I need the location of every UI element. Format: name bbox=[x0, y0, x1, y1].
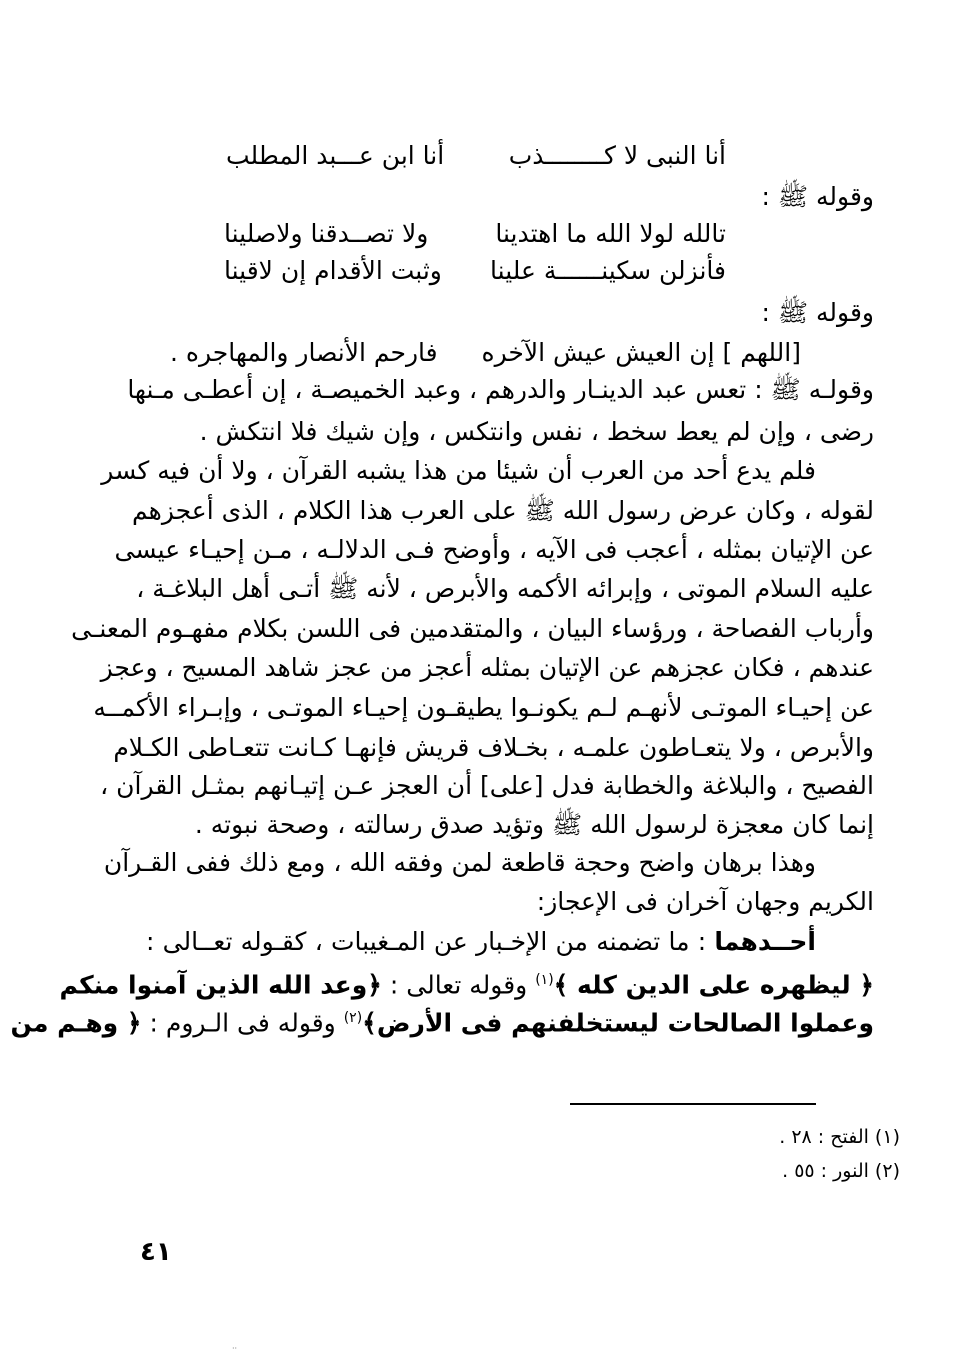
paragraph-line: عن إحيـاء الموتـى لأنهـم لـم يكونـوا يطيقـون إحيـاء الموتـى ، وإبـراء الأكمــه bbox=[93, 693, 874, 722]
paragraph-text: وقوله تعالى : bbox=[381, 970, 536, 1000]
quran-quote: ﴿ ليظهره على الدين كله ﴾ bbox=[553, 970, 874, 1000]
paragraph-text: : ما تضمنه من الإخـبار عن المـغيبات ، كقـوله تعــالى : bbox=[146, 927, 715, 956]
quote-label: وقوله ﷺ : bbox=[761, 182, 874, 211]
poem-verse bbox=[0, 251, 956, 291]
verse-hemistich-left: ولا تصــدقنا ولاصلينا bbox=[224, 219, 429, 248]
paragraph-line: رضى ، وإن لم يعط سخط ، نفس وانتكس ، وإن شيك فلا انتكش . bbox=[199, 417, 874, 446]
verse-hemistich-left: أنا ابن عـــبد المطلب bbox=[226, 141, 445, 170]
quran-quote: ﴿وعد الله الذين آمنوا منكم bbox=[59, 970, 382, 1000]
verse-hemistich-left: وثبت الأقدام إن لاقينا bbox=[224, 256, 442, 285]
footnote: (٢) النور : ٥٥ . bbox=[782, 1160, 900, 1182]
quran-quote: وعملوا الصالحات ليستخلفنهم فى الأرض﴾ bbox=[362, 1008, 874, 1038]
paragraph-line: فلم يدع أحد من العرب أن شيئا من هذا يشبه القرآن ، ولا أن فيه كسر bbox=[101, 456, 816, 485]
poem-verse bbox=[0, 214, 956, 254]
poem-verse bbox=[0, 136, 956, 176]
verse-hemistich-right: فأنزلن سكينــــــة علينا bbox=[490, 256, 726, 285]
lead-word: أحــدهما bbox=[714, 927, 816, 956]
footnote-ref: (١) bbox=[535, 972, 554, 988]
paragraph-line: عن الإتيان بمثله ، أعجب فى الآيه ، وأوضح فـى الدلالـه ، مـن إحيـاء عيسى bbox=[114, 535, 874, 564]
paragraph-line: وقولـه ﷺ : تعس عبد الدينـار والدرهم ، وعبد الخميصـة ، إن أعطـى مـنها bbox=[127, 375, 874, 404]
paragraph-line bbox=[146, 922, 874, 962]
verse-hemistich-right: تالله لولا الله ما اهتدينا bbox=[495, 219, 726, 248]
paragraph-line: وأرباب الفصاحة ، ورؤساء البيان ، والمتقدمين فى اللسن بكلام مفهـوم المعنـى bbox=[71, 614, 874, 643]
footnote-ref: (٢) bbox=[343, 1010, 363, 1026]
scan-speck: ·· bbox=[232, 1344, 238, 1353]
page-number: ٤١ bbox=[140, 1237, 172, 1267]
verse-hemistich-right: أنا النبى لا كــــــــذب bbox=[508, 141, 726, 170]
paragraph-line: إنما كان معجزة لرسول الله ﷺ وتؤيد صدق رسالته ، وصحة نبوته . bbox=[194, 810, 874, 839]
footnote: (١) الفتح : ٢٨ . bbox=[779, 1126, 900, 1148]
poem-verse bbox=[0, 333, 956, 373]
verse-hemistich-left: فارحم الأنصار والمهاجره . bbox=[170, 338, 438, 367]
footnote-divider bbox=[570, 1103, 816, 1105]
paragraph-line: وهذا برهان واضح وحجة قاطعة لمن وفقه الله ، ومع ذلك ففى القـرآن bbox=[103, 848, 816, 877]
paragraph-line: عليه السلام الموتى ، وإبرائه الأكمه والأبرص ، لأنه ﷺ أتـى أهل البلاغـة ، bbox=[136, 574, 874, 603]
paragraph-line: عندهم ، فكان عجزهم عن الإتيان بمثله أعجز من عجز شاهد المسيح ، وعجز bbox=[100, 653, 874, 682]
paragraph-line: الفصيح ، والبلاغة والخطابة فدل [على] أن العجز عـن إتيـانهم بمثـل القرآن ، bbox=[100, 771, 874, 800]
paragraph-line bbox=[10, 998, 874, 1043]
paragraph-line: الكريم وجهان آخران فى الإعجاز: bbox=[536, 887, 874, 916]
quote-label: وقوله ﷺ : bbox=[761, 298, 874, 327]
paragraph-line: لقوله ، وكان عرض رسول الله ﷺ على العرب هذا الكلام ، الذى أعجزهم bbox=[132, 496, 874, 525]
quran-quote: ﴿ وهـم من bbox=[10, 1008, 142, 1038]
paragraph-text: وقوله فى الـروم : bbox=[141, 1008, 344, 1038]
verse-hemistich-right: [اللهم ] إن العيش عيش الآخره bbox=[481, 338, 801, 367]
paragraph-line: والأبرص ، ولا يتعـاطون علمـه ، بخـلاف قريش فإنهـا كـانت تتعـاطى الكـلام bbox=[113, 733, 874, 762]
